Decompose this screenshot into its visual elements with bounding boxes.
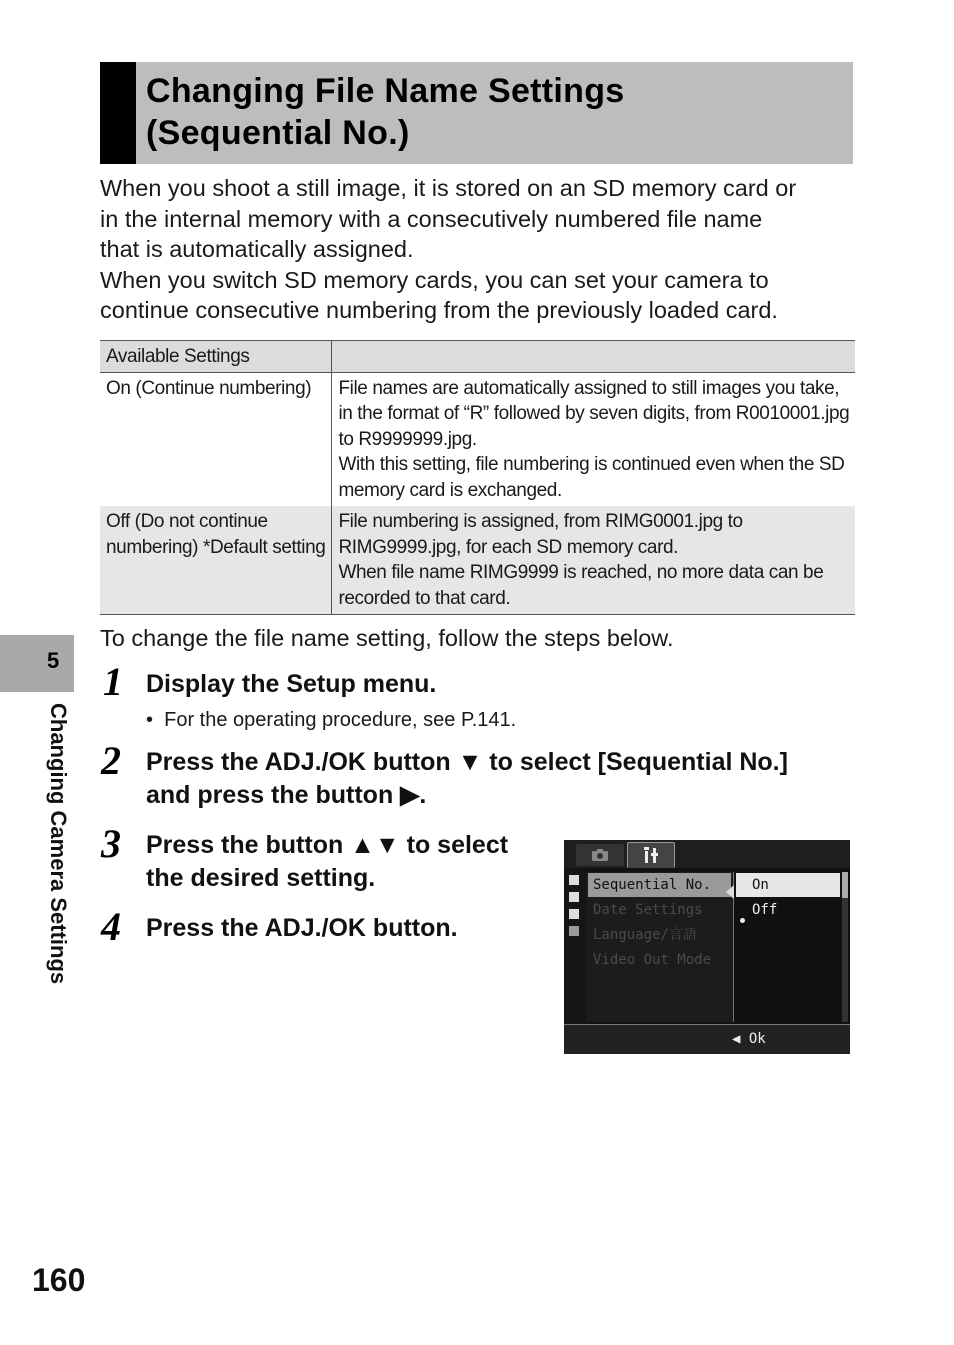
table-row — [100, 506, 855, 615]
setting-description-line: With this setting, file numbering is continued even when the SD — [338, 454, 845, 475]
settings-table — [100, 340, 855, 615]
step-1-bullet — [146, 708, 516, 732]
page-title-line-1: Changing File Name Settings — [146, 72, 625, 110]
step-line: and press the button ▶. — [146, 781, 427, 809]
setup-icon — [627, 842, 675, 868]
camera-footer-ok: ◀ Ok — [732, 1031, 766, 1047]
camera-menu-item: Date Settings — [593, 902, 703, 918]
camera-screen — [564, 840, 850, 1054]
intro-text — [100, 173, 860, 326]
step-line: Display the Setup menu. — [146, 670, 437, 698]
setting-name-cell — [100, 506, 332, 615]
cursor-arrow-icon — [726, 885, 734, 899]
setting-name-line: numbering) *Default setting — [106, 536, 326, 558]
intro-p1-line: that is automatically assigned. — [100, 236, 414, 262]
setting-description-cell — [332, 372, 855, 506]
current-setting-dot-icon — [740, 918, 745, 923]
setting-description-line: to R9999999.jpg. — [338, 428, 477, 450]
setting-description-line: When file name RIMG9999 is reached, no more data can be — [338, 562, 824, 583]
intro-p2-line: continue consecutive numbering from the previously loaded card. — [100, 297, 778, 323]
step-1-text — [146, 668, 436, 701]
camera-menu-item: Language/言語 — [593, 927, 697, 943]
intro-p2-line: When you switch SD memory cards, you can set your camera to — [100, 266, 769, 293]
intro-p1-line: When you shoot a still image, it is stored on an SD memory card or — [100, 175, 797, 201]
camera-icon — [576, 844, 624, 866]
intro-p1-line: in the internal memory with a consecutively numbered file name — [100, 205, 763, 232]
table-row — [100, 372, 855, 506]
step-line: Press the button ▲▼ to select — [146, 831, 509, 859]
setting-name-cell — [100, 372, 332, 506]
bullet-icon: • — [146, 709, 165, 731]
step-number-4: 4 — [101, 904, 121, 949]
camera-option-selected: On — [736, 873, 840, 897]
step-number-3: 3 — [101, 821, 121, 866]
table-header-description — [332, 341, 855, 373]
bullet-text: For the operating procedure, see P.141. — [164, 709, 517, 731]
setting-description-line: recorded to that card. — [338, 587, 511, 609]
page-number: 160 — [32, 1262, 86, 1298]
step-line: Press the ADJ./OK button. — [146, 914, 458, 942]
step-4-text — [146, 912, 458, 945]
setting-description-cell — [332, 506, 855, 615]
step-3-text — [146, 829, 508, 895]
title-block-accent — [100, 62, 136, 164]
setting-description-line: RIMG9999.jpg, for each SD memory card. — [338, 536, 679, 558]
setting-description-line: in the format of “R” followed by seven digits, from R0010001.jpg — [338, 403, 850, 424]
camera-scrollbar-thumb — [842, 872, 848, 898]
chapter-label: Changing Camera Settings — [46, 703, 71, 985]
chapter-number-text: 5 — [47, 648, 60, 673]
setting-name-line: On (Continue numbering) — [106, 377, 312, 399]
page-title — [146, 70, 846, 154]
setting-description-line: File numbering is assigned, from RIMG0001.jpg to — [338, 511, 743, 532]
page-indicator-icon — [569, 909, 579, 919]
page-indicator-icon — [569, 926, 579, 936]
intro-paragraph-1 — [100, 173, 860, 265]
setting-name-line: Off (Do not continue — [106, 511, 268, 532]
step-2-text — [146, 746, 788, 812]
step-line: Press the ADJ./OK button ▼ to select [Sequential No.] — [146, 748, 788, 776]
table-header-setting: Available Settings — [100, 341, 332, 373]
intro-paragraph-2 — [100, 265, 860, 326]
setting-description-line: memory card is exchanged. — [338, 479, 562, 501]
step-line: the desired setting. — [146, 864, 376, 892]
step-number-1: 1 — [103, 659, 123, 704]
page-indicator-icon — [569, 892, 579, 902]
setting-description-line: File names are automatically assigned to still images you take, — [338, 377, 840, 399]
camera-menu-item: Video Out Mode — [593, 952, 712, 968]
steps-intro: To change the file name setting, follow the steps below. — [100, 625, 674, 651]
camera-footer-bar — [564, 1024, 850, 1054]
page-title-line-2: (Sequential No.) — [146, 114, 410, 152]
page-indicator-icon — [569, 875, 579, 885]
camera-option: Off — [752, 902, 778, 918]
table-header-row — [100, 341, 855, 373]
step-number-2: 2 — [101, 738, 121, 783]
chapter-tab — [0, 635, 74, 692]
camera-menu-item-selected: Sequential No. — [588, 873, 731, 897]
